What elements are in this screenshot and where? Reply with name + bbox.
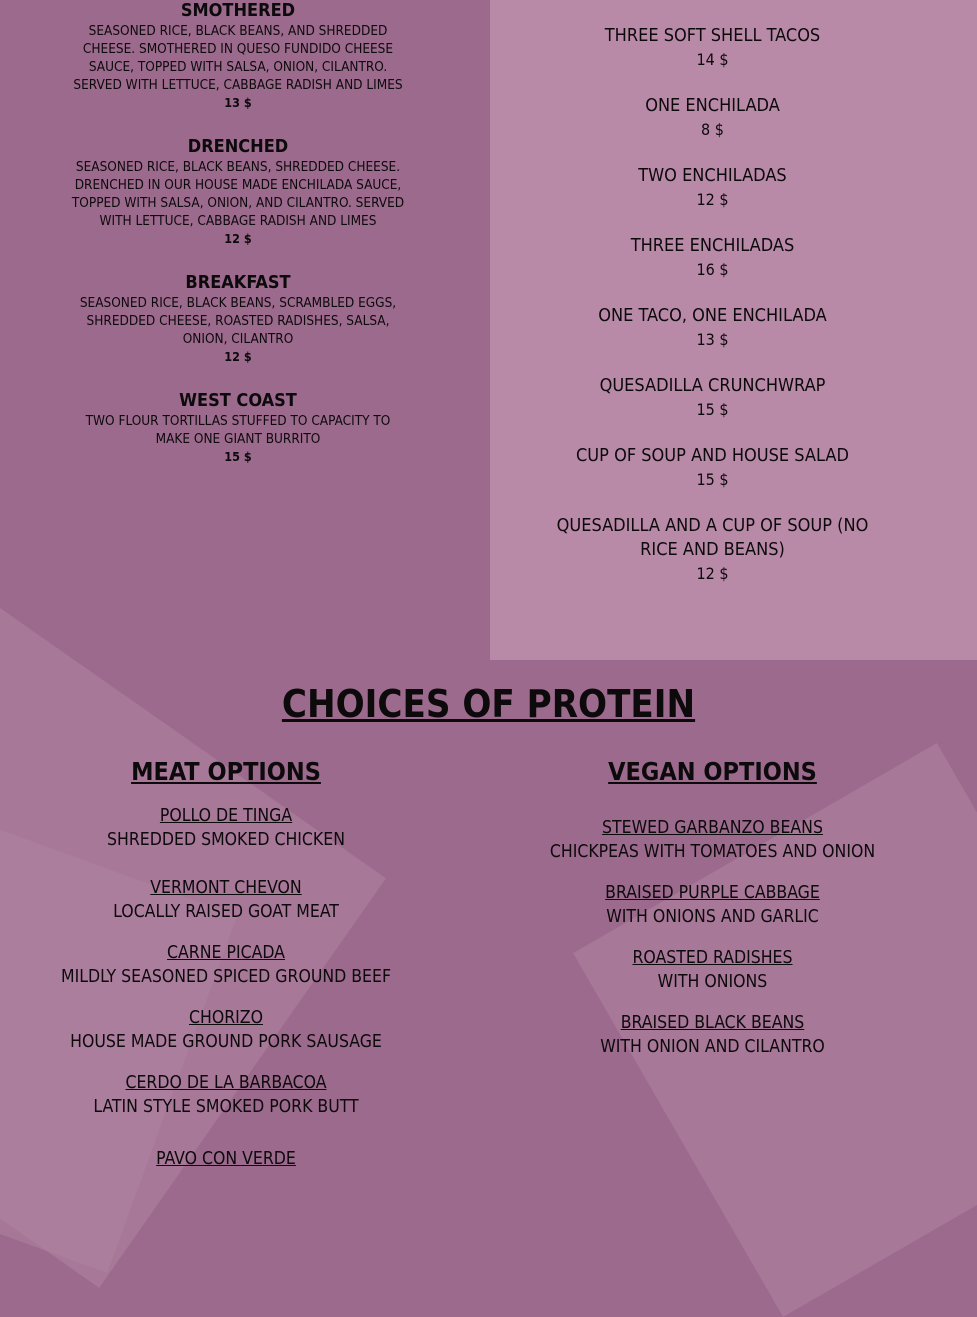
protein-option [40,876,412,924]
dish-price: 12 $ [224,231,252,246]
combo-name: CUP OF SOUP AND HOUSE SALAD [576,445,849,466]
meat-options-column [40,756,412,1171]
dish-name: BREAKFAST [185,272,291,293]
dish-name: SMOTHERED [180,0,296,21]
protein-option-name: ROASTED RADISHES [632,948,793,968]
protein-option [40,1006,412,1054]
protein-option [40,1071,412,1119]
protein-option-description: CHICKPEAS WITH TOMATOES AND ONION [549,842,876,862]
vegan-options-column [525,756,900,1059]
dish-item [70,0,406,112]
dish-description: SEASONED RICE, BLACK BEANS, SHREDDED CHEESE. DRENCHED IN OUR HOUSE MADE ENCHILADA SAUCE, TOPPED WITH SALSA, ONION, AND CILANTRO. SERVED WITH LETTUCE, CABBAGE RADISH AND LIMES [71,159,405,229]
combo-column [540,24,885,608]
combo-item [540,374,885,422]
combo-name: QUESADILLA CRUNCHWRAP [599,375,826,396]
combo-name: TWO ENCHILADAS [638,165,787,186]
combo-item [540,514,885,586]
combo-item [540,24,885,72]
meat-options-heading: MEAT OPTIONS [131,757,321,786]
protein-option-name: BRAISED PURPLE CABBAGE [605,883,820,903]
combo-item [540,164,885,212]
combo-price: 12 $ [696,190,729,209]
protein-option-description: WITH ONIONS [657,972,768,992]
protein-option-name: STEWED GARBANZO BEANS [602,818,823,838]
protein-option [40,804,412,852]
protein-option-name: BRAISED BLACK BEANS [620,1013,805,1033]
protein-option [525,816,900,864]
combo-price: 13 $ [696,330,729,349]
dish-description: SEASONED RICE, BLACK BEANS, AND SHREDDED CHEESE. SMOTHERED IN QUESO FUNDIDO CHEESE SAUCE, TOPPED WITH SALSA, ONION, CILANTRO. SERVED WITH LETTUCE, CABBAGE RADISH AND LIMES [73,23,403,93]
protein-option-description: HOUSE MADE GROUND PORK SAUSAGE [70,1032,382,1052]
protein-option-description: WITH ONION AND CILANTRO [600,1037,825,1057]
dish-item [70,272,406,366]
vegan-options-heading: VEGAN OPTIONS [608,757,817,786]
combo-name: ONE TACO, ONE ENCHILADA [598,305,827,326]
dish-description: TWO FLOUR TORTILLAS STUFFED TO CAPACITY TO MAKE ONE GIANT BURRITO [85,413,391,447]
combo-item [540,444,885,492]
dish-item [70,390,406,466]
protein-option-name: CARNE PICADA [167,943,285,963]
bowl-dishes-column [70,0,406,490]
combo-item [540,234,885,282]
protein-option-name: POLLO DE TINGA [159,806,293,826]
protein-option [40,941,412,989]
dish-name: DRENCHED [187,136,289,157]
protein-section-title: CHOICES OF PROTEIN [281,682,696,726]
protein-option-name: VERMONT CHEVON [150,878,302,898]
dish-price: 13 $ [224,95,252,110]
dish-name: WEST COAST [179,390,297,411]
protein-option [525,881,900,929]
protein-option [525,1011,900,1059]
dish-item [70,136,406,248]
protein-option-description: SHREDDED SMOKED CHICKEN [107,830,345,850]
combo-name: QUESADILLA AND A CUP OF SOUP (NO RICE AND BEANS) [556,515,869,560]
combo-name: ONE ENCHILADA [645,95,780,116]
combo-price: 14 $ [696,50,729,69]
combo-name: THREE SOFT SHELL TACOS [604,25,821,46]
protein-option-description: MILDLY SEASONED SPICED GROUND BEEF [60,967,392,987]
combo-item [540,304,885,352]
dish-description: SEASONED RICE, BLACK BEANS, SCRAMBLED EGGS, SHREDDED CHEESE, ROASTED RADISHES, SALSA, ONION, CILANTRO [79,295,397,347]
protein-option [40,1147,412,1171]
protein-option-name: PAVO CON VERDE [156,1149,296,1169]
combo-price: 8 $ [701,120,724,139]
combo-price: 12 $ [696,564,729,583]
protein-option-description: LATIN STYLE SMOKED PORK BUTT [93,1097,359,1117]
combo-price: 15 $ [696,470,729,489]
protein-option-description: WITH ONIONS AND GARLIC [606,907,819,927]
protein-option-name: CERDO DE LA BARBACOA [125,1073,327,1093]
dish-price: 15 $ [224,449,252,464]
protein-option [525,946,900,994]
combo-item [540,94,885,142]
combo-price: 15 $ [696,400,729,419]
combo-name: THREE ENCHILADAS [630,235,795,256]
protein-option-name: CHORIZO [189,1008,263,1028]
dish-price: 12 $ [224,349,252,364]
combo-price: 16 $ [696,260,729,279]
protein-option-description: LOCALLY RAISED GOAT MEAT [113,902,339,922]
